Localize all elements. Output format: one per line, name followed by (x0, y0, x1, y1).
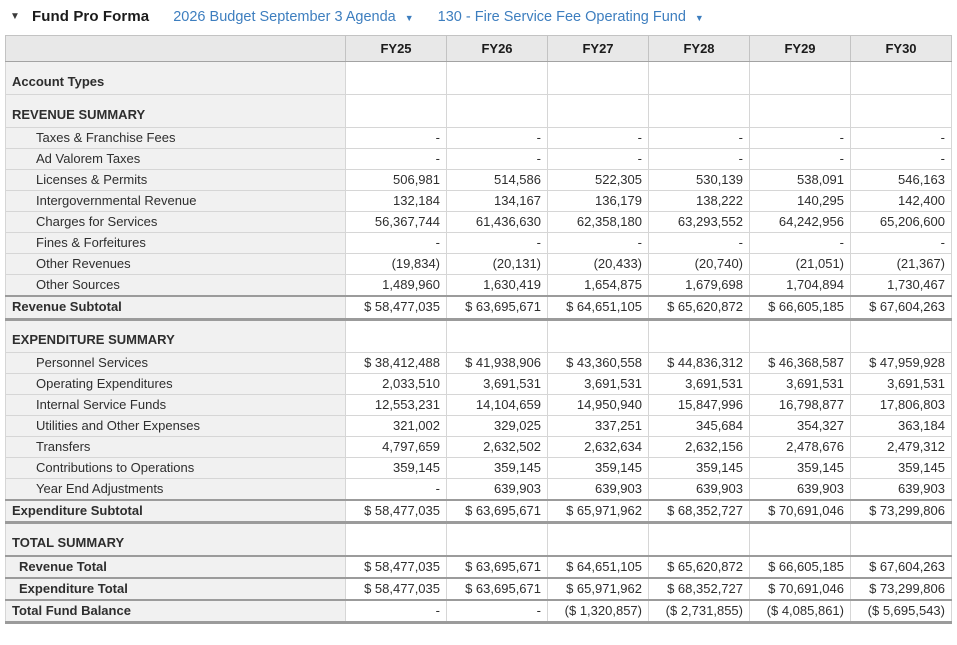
value-cell-fy29: 354,327 (750, 415, 851, 436)
value-cell-fy25: 321,002 (346, 415, 447, 436)
value-cell-fy28 (649, 62, 750, 95)
row-label: Expenditure Total (6, 578, 346, 600)
value-cell-fy28: $ 68,352,727 (649, 500, 750, 523)
value-cell-fy27: 136,179 (548, 191, 649, 212)
row-label-column-header (6, 36, 346, 62)
value-cell-fy26: 2,632,502 (447, 436, 548, 457)
value-cell-fy28: 530,139 (649, 170, 750, 191)
value-cell-fy25: $ 58,477,035 (346, 578, 447, 600)
value-cell-fy30: 359,145 (851, 457, 952, 478)
row-label: Revenue Total (6, 556, 346, 578)
value-cell-fy26 (447, 319, 548, 352)
value-cell-fy28: 63,293,552 (649, 212, 750, 233)
value-cell-fy30: 17,806,803 (851, 394, 952, 415)
table-row (6, 275, 952, 297)
value-cell-fy30: 65,206,600 (851, 212, 952, 233)
value-cell-fy29: 1,704,894 (750, 275, 851, 297)
value-cell-fy28 (649, 319, 750, 352)
value-cell-fy29: 3,691,531 (750, 373, 851, 394)
value-cell-fy26: 3,691,531 (447, 373, 548, 394)
row-label: Other Sources (6, 275, 346, 297)
value-cell-fy29: ($ 4,085,861) (750, 600, 851, 623)
pro-forma-table (5, 35, 952, 624)
value-cell-fy29: 64,242,956 (750, 212, 851, 233)
row-label: Taxes & Franchise Fees (6, 128, 346, 149)
value-cell-fy26: 134,167 (447, 191, 548, 212)
value-cell-fy28: 639,903 (649, 478, 750, 500)
table-row (6, 254, 952, 275)
value-cell-fy28: - (649, 149, 750, 170)
table-row (6, 233, 952, 254)
value-cell-fy29 (750, 95, 851, 128)
value-cell-fy28: ($ 2,731,855) (649, 600, 750, 623)
value-cell-fy28 (649, 523, 750, 556)
value-cell-fy27: $ 65,971,962 (548, 578, 649, 600)
value-cell-fy29: $ 66,605,185 (750, 296, 851, 319)
value-cell-fy27: 3,691,531 (548, 373, 649, 394)
value-cell-fy25: 506,981 (346, 170, 447, 191)
value-cell-fy26: 639,903 (447, 478, 548, 500)
row-label: Utilities and Other Expenses (6, 415, 346, 436)
value-cell-fy26 (447, 523, 548, 556)
value-cell-fy26: 359,145 (447, 457, 548, 478)
row-label: Total Fund Balance (6, 600, 346, 623)
table-row (6, 394, 952, 415)
value-cell-fy27: - (548, 149, 649, 170)
value-cell-fy30: 546,163 (851, 170, 952, 191)
value-cell-fy28: 2,632,156 (649, 436, 750, 457)
value-cell-fy29: 16,798,877 (750, 394, 851, 415)
toolbar (0, 0, 957, 33)
table-row (6, 578, 952, 600)
value-cell-fy29 (750, 62, 851, 95)
value-cell-fy25: 2,033,510 (346, 373, 447, 394)
row-label: Contributions to Operations (6, 457, 346, 478)
row-label: Personnel Services (6, 352, 346, 373)
value-cell-fy27: (20,433) (548, 254, 649, 275)
value-cell-fy28: $ 44,836,312 (649, 352, 750, 373)
value-cell-fy27 (548, 62, 649, 95)
value-cell-fy26: $ 63,695,671 (447, 500, 548, 523)
value-cell-fy30: 142,400 (851, 191, 952, 212)
table-row (6, 556, 952, 578)
value-cell-fy30: ($ 5,695,543) (851, 600, 952, 623)
value-cell-fy30: 3,691,531 (851, 373, 952, 394)
value-cell-fy28: $ 65,620,872 (649, 296, 750, 319)
value-cell-fy30: $ 73,299,806 (851, 578, 952, 600)
value-cell-fy25: 56,367,744 (346, 212, 447, 233)
value-cell-fy30: 1,730,467 (851, 275, 952, 297)
value-cell-fy27: $ 43,360,558 (548, 352, 649, 373)
column-header-fy29: FY29 (750, 36, 851, 62)
row-label: Ad Valorem Taxes (6, 149, 346, 170)
value-cell-fy26: - (447, 149, 548, 170)
value-cell-fy27: 14,950,940 (548, 394, 649, 415)
table-row (6, 352, 952, 373)
value-cell-fy28 (649, 95, 750, 128)
value-cell-fy28: 345,684 (649, 415, 750, 436)
value-cell-fy25: - (346, 600, 447, 623)
value-cell-fy29: - (750, 149, 851, 170)
row-label: Other Revenues (6, 254, 346, 275)
value-cell-fy25: 359,145 (346, 457, 447, 478)
value-cell-fy27: 639,903 (548, 478, 649, 500)
row-label: Charges for Services (6, 212, 346, 233)
value-cell-fy29 (750, 319, 851, 352)
value-cell-fy29: $ 70,691,046 (750, 578, 851, 600)
value-cell-fy28: 1,679,698 (649, 275, 750, 297)
value-cell-fy28: - (649, 233, 750, 254)
value-cell-fy25: $ 58,477,035 (346, 296, 447, 319)
value-cell-fy27: $ 64,651,105 (548, 296, 649, 319)
value-cell-fy29: - (750, 233, 851, 254)
value-cell-fy27: 359,145 (548, 457, 649, 478)
value-cell-fy29: $ 70,691,046 (750, 500, 851, 523)
value-cell-fy25: - (346, 233, 447, 254)
value-cell-fy27: 2,632,634 (548, 436, 649, 457)
value-cell-fy26: 61,436,630 (447, 212, 548, 233)
row-label: Operating Expenditures (6, 373, 346, 394)
value-cell-fy30 (851, 319, 952, 352)
value-cell-fy26: (20,131) (447, 254, 548, 275)
value-cell-fy26: 514,586 (447, 170, 548, 191)
row-label: Revenue Subtotal (6, 296, 346, 319)
value-cell-fy26: - (447, 600, 548, 623)
value-cell-fy25: 132,184 (346, 191, 447, 212)
value-cell-fy28: 3,691,531 (649, 373, 750, 394)
value-cell-fy27: ($ 1,320,857) (548, 600, 649, 623)
value-cell-fy29: 140,295 (750, 191, 851, 212)
fund-dropdown[interactable] (438, 9, 704, 25)
value-cell-fy30 (851, 523, 952, 556)
value-cell-fy26: - (447, 233, 548, 254)
value-cell-fy29: 639,903 (750, 478, 851, 500)
value-cell-fy27: - (548, 128, 649, 149)
value-cell-fy26: - (447, 128, 548, 149)
row-label: EXPENDITURE SUMMARY (6, 319, 346, 352)
value-cell-fy30 (851, 95, 952, 128)
value-cell-fy30: - (851, 149, 952, 170)
budget-dropdown-label: 2026 Budget September 3 Agenda (173, 8, 396, 25)
fund-dropdown-label: 130 - Fire Service Fee Operating Fund (437, 8, 686, 25)
value-cell-fy29: $ 46,368,587 (750, 352, 851, 373)
value-cell-fy25: - (346, 149, 447, 170)
row-label: Transfers (6, 436, 346, 457)
value-cell-fy28: 138,222 (649, 191, 750, 212)
table-body (6, 62, 952, 623)
value-cell-fy30: - (851, 128, 952, 149)
value-cell-fy25: - (346, 478, 447, 500)
value-cell-fy29: $ 66,605,185 (750, 556, 851, 578)
value-cell-fy27: 1,654,875 (548, 275, 649, 297)
column-header-row (6, 36, 952, 62)
value-cell-fy26: 329,025 (447, 415, 548, 436)
column-header-fy28: FY28 (649, 36, 750, 62)
table-row (6, 191, 952, 212)
value-cell-fy29: 2,478,676 (750, 436, 851, 457)
value-cell-fy25: 1,489,960 (346, 275, 447, 297)
value-cell-fy27: 337,251 (548, 415, 649, 436)
value-cell-fy26 (447, 62, 548, 95)
value-cell-fy26: $ 63,695,671 (447, 556, 548, 578)
value-cell-fy27: - (548, 233, 649, 254)
value-cell-fy30: 363,184 (851, 415, 952, 436)
value-cell-fy25: (19,834) (346, 254, 447, 275)
value-cell-fy28: 15,847,996 (649, 394, 750, 415)
table-row (6, 457, 952, 478)
value-cell-fy25: $ 58,477,035 (346, 556, 447, 578)
table-row (6, 319, 952, 352)
value-cell-fy28: $ 68,352,727 (649, 578, 750, 600)
column-header-fy26: FY26 (447, 36, 548, 62)
row-label: Internal Service Funds (6, 394, 346, 415)
pro-forma-table-container (5, 35, 957, 624)
value-cell-fy27: 522,305 (548, 170, 649, 191)
collapse-section-icon[interactable]: ▼ (10, 11, 20, 22)
row-label: Fines & Forfeitures (6, 233, 346, 254)
value-cell-fy25: 12,553,231 (346, 394, 447, 415)
table-row (6, 373, 952, 394)
row-label: TOTAL SUMMARY (6, 523, 346, 556)
table-row (6, 128, 952, 149)
value-cell-fy30: - (851, 233, 952, 254)
value-cell-fy27: $ 65,971,962 (548, 500, 649, 523)
value-cell-fy26: 14,104,659 (447, 394, 548, 415)
value-cell-fy29: 359,145 (750, 457, 851, 478)
value-cell-fy27: $ 64,651,105 (548, 556, 649, 578)
value-cell-fy29 (750, 523, 851, 556)
value-cell-fy28: $ 65,620,872 (649, 556, 750, 578)
page-title: Fund Pro Forma (32, 8, 150, 25)
value-cell-fy26 (447, 95, 548, 128)
value-cell-fy25: 4,797,659 (346, 436, 447, 457)
row-label: Account Types (6, 62, 346, 95)
value-cell-fy28: 359,145 (649, 457, 750, 478)
value-cell-fy26: $ 63,695,671 (447, 296, 548, 319)
column-header-fy27: FY27 (548, 36, 649, 62)
row-label: Licenses & Permits (6, 170, 346, 191)
budget-dropdown[interactable] (173, 9, 413, 25)
table-row (6, 296, 952, 319)
table-row (6, 523, 952, 556)
value-cell-fy26: 1,630,419 (447, 275, 548, 297)
row-label: REVENUE SUMMARY (6, 95, 346, 128)
table-row (6, 478, 952, 500)
value-cell-fy30: $ 73,299,806 (851, 500, 952, 523)
value-cell-fy27 (548, 319, 649, 352)
row-label: Year End Adjustments (6, 478, 346, 500)
value-cell-fy29: (21,051) (750, 254, 851, 275)
table-row (6, 170, 952, 191)
table-row (6, 600, 952, 623)
value-cell-fy28: (20,740) (649, 254, 750, 275)
value-cell-fy25: - (346, 128, 447, 149)
table-row (6, 212, 952, 233)
value-cell-fy30: $ 47,959,928 (851, 352, 952, 373)
table-row (6, 500, 952, 523)
value-cell-fy25 (346, 62, 447, 95)
value-cell-fy30: 639,903 (851, 478, 952, 500)
value-cell-fy27: 62,358,180 (548, 212, 649, 233)
chevron-down-icon: ▼ (404, 12, 414, 23)
table-row (6, 95, 952, 128)
table-row (6, 62, 952, 95)
value-cell-fy25: $ 38,412,488 (346, 352, 447, 373)
value-cell-fy25 (346, 319, 447, 352)
table-row (6, 436, 952, 457)
value-cell-fy30: 2,479,312 (851, 436, 952, 457)
value-cell-fy28: - (649, 128, 750, 149)
value-cell-fy25 (346, 523, 447, 556)
row-label: Intergovernmental Revenue (6, 191, 346, 212)
column-header-fy30: FY30 (851, 36, 952, 62)
table-row (6, 415, 952, 436)
value-cell-fy27 (548, 523, 649, 556)
value-cell-fy25: $ 58,477,035 (346, 500, 447, 523)
chevron-down-icon: ▼ (694, 12, 704, 23)
value-cell-fy30: $ 67,604,263 (851, 556, 952, 578)
column-header-fy25: FY25 (346, 36, 447, 62)
value-cell-fy29: 538,091 (750, 170, 851, 191)
table-row (6, 149, 952, 170)
value-cell-fy26: $ 41,938,906 (447, 352, 548, 373)
value-cell-fy29: - (750, 128, 851, 149)
value-cell-fy30 (851, 62, 952, 95)
value-cell-fy27 (548, 95, 649, 128)
value-cell-fy30: (21,367) (851, 254, 952, 275)
row-label: Expenditure Subtotal (6, 500, 346, 523)
value-cell-fy25 (346, 95, 447, 128)
value-cell-fy30: $ 67,604,263 (851, 296, 952, 319)
value-cell-fy26: $ 63,695,671 (447, 578, 548, 600)
